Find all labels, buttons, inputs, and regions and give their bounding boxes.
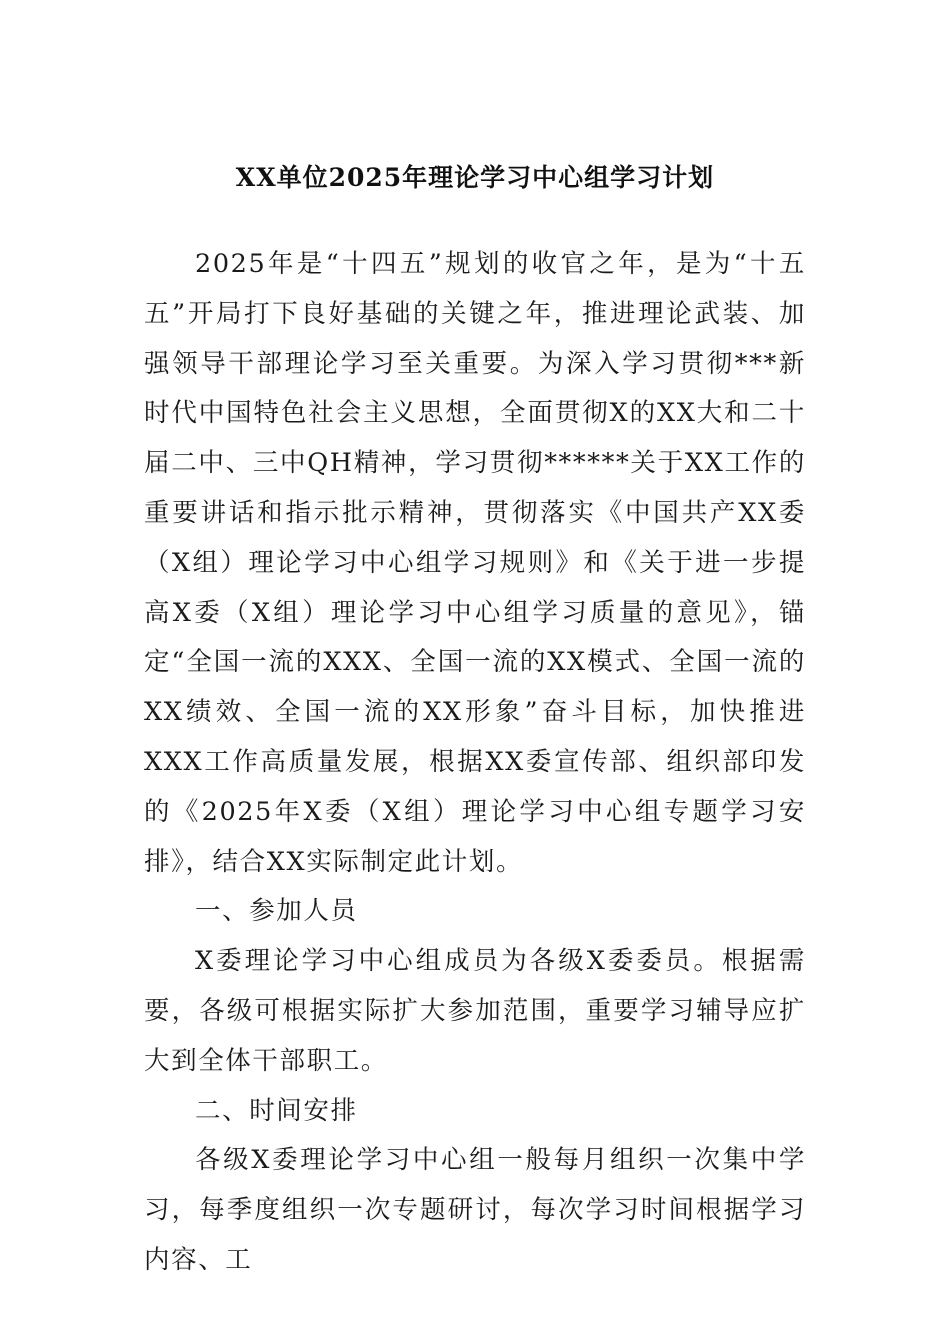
participants-paragraph: X委理论学习中心组成员为各级X委委员。根据需要，各级可根据实际扩大参加范围，重要学习辅导应扩大到全体干部职工。 [144, 946, 806, 1076]
document-body [144, 240, 806, 1286]
section-heading-participants: 一、参加人员 [195, 896, 358, 927]
intro-paragraph: 2025年是“十四五”规划的收官之年，是为“十五五”开局打下良好基础的关键之年，推进理论武装、加强领导干部理论学习至关重要。为深入学习贯彻***新时代中国特色社会主义思想，全面贯彻X的XX大和二十届二中、三中QH精神，学习贯彻******关于XX工作的重要讲话和指示批示精神，贯彻落实《中国共产XX委（X组）理论学习中心组学习规则》和《关于进一步提高X委（X组）理论学习中心组学习质量的意见》，锚定“全国一流的XXX、全国一流的XX模式、全国一流的XX绩效、全国一流的XX形象”奋斗目标，加快推进XXX工作高质量发展，根据XX委宣传部、组织部印发的《2025年X委（X组）理论学习中心组专题学习安排》，结合XX实际制定此计划。 [144, 249, 806, 877]
schedule-paragraph: 各级X委理论学习中心组一般每月组织一次集中学习，每季度组织一次专题研讨，每次学习时间根据学习内容、工 [144, 1145, 806, 1275]
document-title: XX单位2025年理论学习中心组学习计划 [235, 163, 715, 192]
section-heading-schedule: 二、时间安排 [195, 1095, 358, 1126]
